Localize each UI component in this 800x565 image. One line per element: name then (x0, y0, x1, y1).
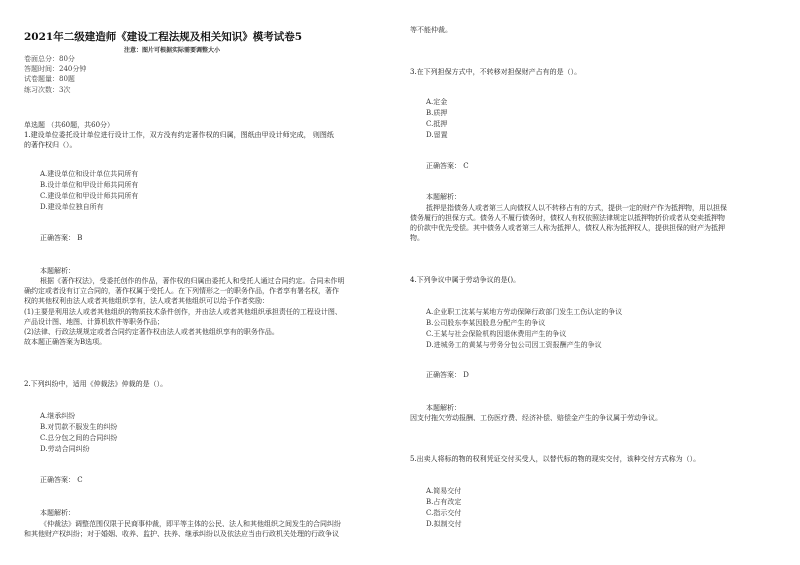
q4-stem: 4.下列争议中属于劳动争议的是()。 (410, 276, 521, 284)
q3-option-b[interactable]: B.质押 (426, 109, 448, 117)
q2-option-c[interactable]: C.总分包之间的合同纠纷 (40, 434, 118, 442)
q1-answer: 正确答案： B (40, 234, 83, 242)
question-count: 试卷题量：80题 (24, 75, 75, 83)
q4-option-d[interactable]: D.进城务工的黄某与劳务分包公司因工资报酬产生的争议 (426, 341, 602, 349)
q4-option-c[interactable]: C.王某与社会保险机构因退休费用产生的争议 (426, 330, 567, 338)
q1-analysis-line: 确约定或者没有订立合同的，著作权属于受托人。在下列情形之一的职务作品，作者享有署名权，著作 (24, 287, 339, 295)
q5-option-d[interactable]: D.拟制交付 (426, 520, 462, 528)
q1-stem-line2: 的著作权归（）。 (24, 141, 77, 149)
q3-answer: 正确答案： C (426, 162, 469, 170)
q2-analysis-line: 和其他财产权纠纷；对于婚姻、收养、监护、扶养、继承纠纷以及依法应当由行政机关处理的行政争议 (24, 530, 339, 538)
page-subtitle: 注意：图片可根据实际需要调整大小 (124, 47, 221, 54)
q2-analysis-label: 本题解析： (40, 509, 75, 517)
q1-analysis-line: 根据《著作权法》，受委托创作的作品，著作权的归属由委托人和受托人通过合同约定。合同未作明 (40, 277, 345, 285)
q1-analysis-line: 产品设计图、地图、计算机软件等职务作品； (24, 318, 164, 326)
q1-option-c[interactable]: C.建设单位和甲设计师共同所有 (40, 192, 139, 200)
q3-analysis-line: 的价款中优先受偿。其中债务人或者第三人称为抵押人，债权人称为抵押权人，提供担保的财产为抵押 (410, 224, 725, 232)
q5-option-a[interactable]: A.简易交付 (426, 487, 462, 495)
q3-option-a[interactable]: A.定金 (426, 98, 448, 106)
q1-analysis-line: (2)法律、行政法规规定或者合同约定著作权由法人或者其他组织享有的职务作品。 (24, 328, 279, 336)
q5-option-b[interactable]: B.占有改定 (426, 498, 462, 506)
page-title: 2021年二级建造师《建设工程法规及相关知识》模考试卷5 (24, 31, 303, 43)
q5-stem: 5.出卖人将标的物的权利凭证交付买受人，以替代标的物的现实交付，该种交付方式称为（）。 (410, 455, 701, 463)
practice-count: 练习次数：3次 (24, 86, 71, 94)
q2-option-a[interactable]: A.继承纠纷 (40, 412, 76, 420)
q3-option-d[interactable]: D.留置 (426, 131, 448, 139)
q4-analysis-line: 因支付拖欠劳动报酬、工伤医疗费、经济补偿、赔偿金产生的争议属于劳动争议。 (410, 414, 662, 422)
q1-stem-line1: 1.建设单位委托设计单位进行设计工作，双方没有约定著作权的归属，图纸由甲设计师完成， 则图纸 (24, 131, 334, 139)
q3-analysis-label: 本题解析： (426, 193, 461, 201)
q2-stem: 2.下列纠纷中，适用《仲裁法》仲裁的是（）。 (24, 380, 168, 388)
q2-analysis-line: 《仲裁法》调整范围仅限于民商事仲裁，即平等主体的公民、法人和其他组织之间发生的合同纠纷 (40, 520, 341, 528)
q3-analysis-line: 抵押是指债务人或者第三人向债权人以不转移占有的方式，提供一定的财产作为抵押物，用以担保 (426, 204, 727, 212)
carry-over-text: 等不能仲裁。 (410, 26, 452, 34)
q1-analysis-label: 本题解析： (40, 267, 75, 275)
q4-option-a[interactable]: A.企业职工沈某与某地方劳动保障行政部门发生工伤认定的争议 (426, 308, 623, 316)
q5-option-c[interactable]: C.指示交付 (426, 509, 462, 517)
q3-analysis-line: 物。 (410, 234, 424, 242)
q1-option-b[interactable]: B.设计单位和甲设计师共同所有 (40, 181, 139, 189)
q1-option-a[interactable]: A.建设单位和设计单位共同所有 (40, 170, 139, 178)
q3-analysis-line: 债务履行的担保方式。债务人不履行债务时，债权人有权依照法律规定以抵押物折价或者从变卖抵押物 (410, 214, 725, 222)
q2-answer: 正确答案： C (40, 476, 83, 484)
q2-option-d[interactable]: D.劳动合同纠纷 (40, 445, 90, 453)
answer-time: 答题时间：240分钟 (24, 65, 87, 73)
q2-option-b[interactable]: B.对罚款不服发生的纠纷 (40, 423, 118, 431)
total-score: 卷面总分：80分 (24, 55, 75, 63)
q1-analysis-line: (1)主要是利用法人或者其他组织的物质技术条件创作，并由法人或者其他组织承担责任的工程设计图、 (24, 308, 342, 316)
q1-option-d[interactable]: D.建设单位独自所有 (40, 203, 104, 211)
section-heading: 单选题 （共60题，共60分） (24, 121, 115, 129)
q1-analysis-line: 故本题正确答案为B选项。 (24, 338, 107, 346)
q4-answer: 正确答案： D (426, 371, 469, 379)
q4-analysis-label: 本题解析： (426, 404, 461, 412)
q3-stem: 3.在下列担保方式中，不转移对担保财产占有的是（）。 (410, 68, 582, 76)
q1-analysis-line: 权的其他权利由法人或者其他组织享有，法人或者其他组织可以给予作者奖励： (24, 297, 269, 305)
q3-option-c[interactable]: C.抵押 (426, 120, 448, 128)
q4-option-b[interactable]: B.公司股东李某因股息分配产生的争议 (426, 319, 546, 327)
